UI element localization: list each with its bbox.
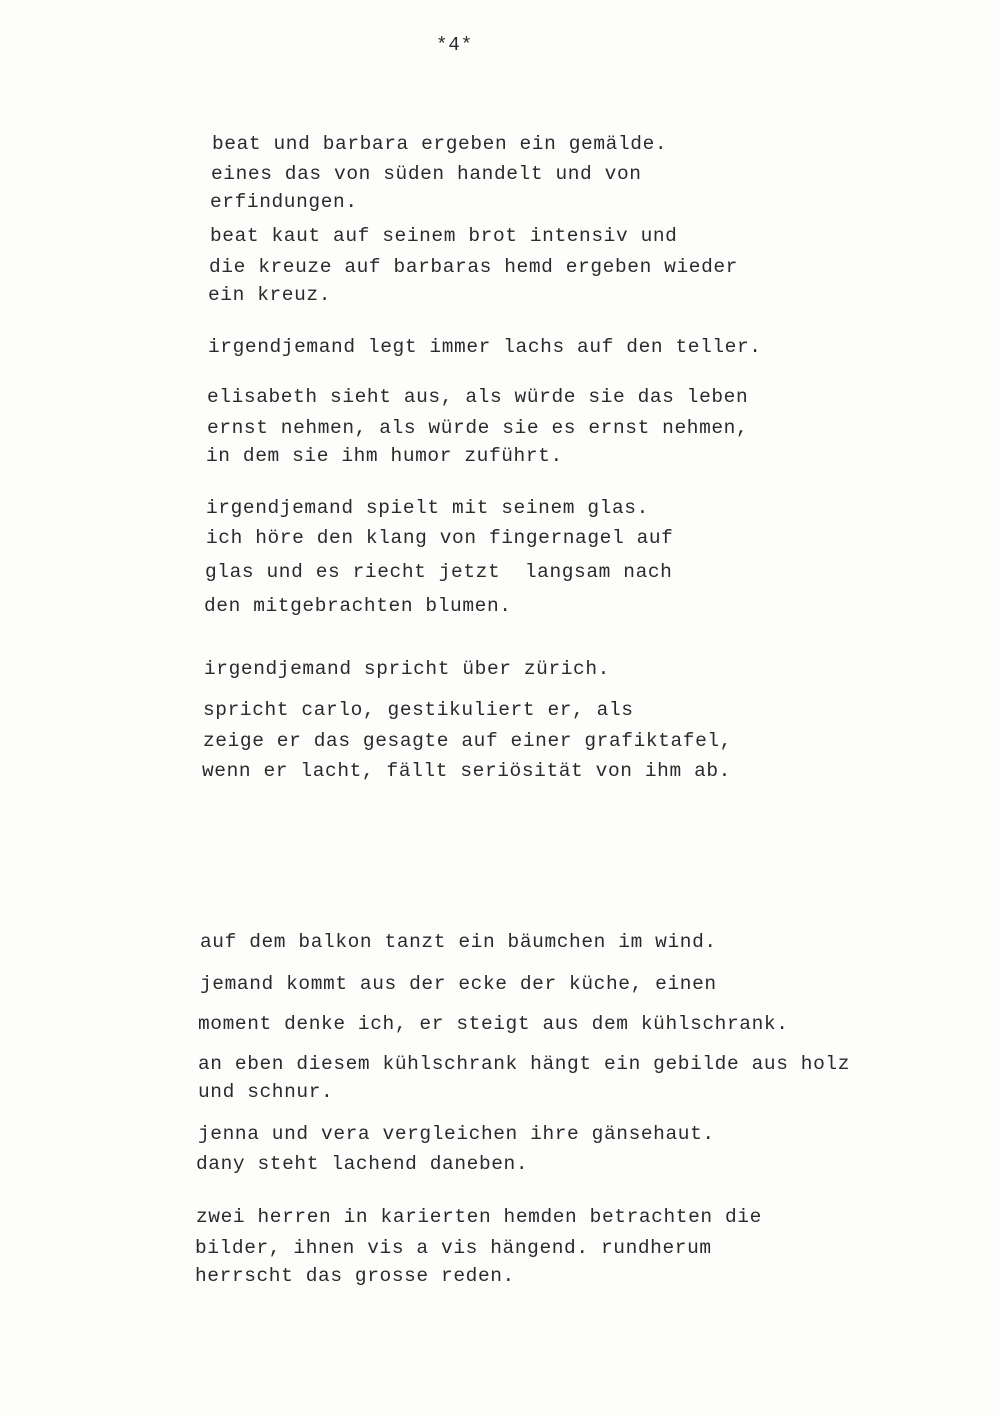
text-line: an eben diesem kühlschrank hängt ein gebilde aus holz <box>198 1053 851 1075</box>
text-line: dany steht lachend daneben. <box>196 1153 529 1175</box>
text-line: irgendjemand spielt mit seinem glas. <box>206 497 649 519</box>
page-number: *4* <box>436 34 474 56</box>
text-line: die kreuze auf barbaras hemd ergeben wieder <box>209 256 738 278</box>
text-line: zeige er das gesagte auf einer grafiktafel, <box>203 730 732 752</box>
text-line: zwei herren in karierten hemden betrachten die <box>196 1206 762 1228</box>
text-line: herrscht das grosse reden. <box>195 1265 515 1287</box>
text-line: elisabeth sieht aus, als würde sie das leben <box>207 386 749 408</box>
text-line: ein kreuz. <box>208 284 332 306</box>
text-line: irgendjemand legt immer lachs auf den teller. <box>208 336 762 358</box>
text-line: den mitgebrachten blumen. <box>204 595 512 617</box>
text-line: jemand kommt aus der ecke der küche, einen <box>200 973 717 995</box>
text-line: ernst nehmen, als würde sie es ernst nehmen, <box>207 417 749 439</box>
text-line: glas und es riecht jetzt langsam nach <box>205 561 673 583</box>
text-line: beat kaut auf seinem brot intensiv und <box>210 225 678 247</box>
text-line: bilder, ihnen vis a vis hängend. rundherum <box>195 1237 712 1259</box>
text-line: und schnur. <box>198 1081 334 1103</box>
text-line: spricht carlo, gestikuliert er, als <box>203 699 634 721</box>
text-line: in dem sie ihm humor zuführt. <box>206 445 563 467</box>
text-line: auf dem balkon tanzt ein bäumchen im wind. <box>200 931 717 953</box>
text-line: irgendjemand spricht über zürich. <box>204 658 610 680</box>
text-line: ich höre den klang von fingernagel auf <box>206 527 674 549</box>
text-line: erfindungen. <box>210 191 358 213</box>
text-line: jenna und vera vergleichen ihre gänsehaut. <box>198 1123 715 1145</box>
text-line: moment denke ich, er steigt aus dem kühlschrank. <box>198 1013 789 1035</box>
text-line: beat und barbara ergeben ein gemälde. <box>212 133 668 155</box>
text-line: wenn er lacht, fällt seriösität von ihm ab. <box>202 760 731 782</box>
text-line: eines das von süden handelt und von <box>211 163 642 185</box>
